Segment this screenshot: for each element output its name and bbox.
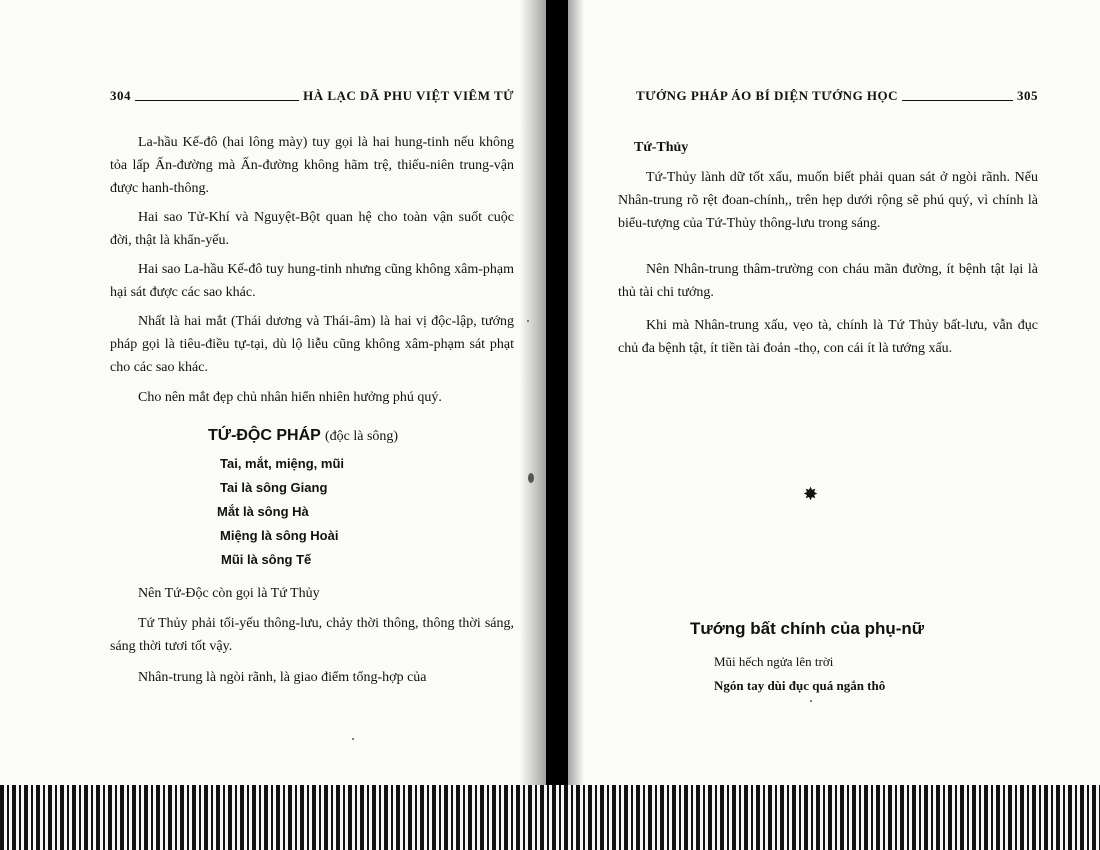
right-paragraph-3: Khi mà Nhân-trung xấu, vẹo tà, chính là Tứ Thủy bất-lưu, vẫn đục chủ đa bệnh tật, ít tiền tài đoản -thọ, con cái ít là tướng xấu.	[618, 318, 1038, 356]
left-paragraph-7: Tứ Thủy phải tối-yếu thông-lưu, chảy thời thông, thông thời sáng, sáng thời tươi tốt vậy.	[110, 616, 514, 654]
left-page-number: 304	[110, 88, 131, 103]
right-paragraph-1: Tứ-Thủy lành dữ tốt xấu, muốn biết phải quan sát ở ngòi rãnh. Nếu Nhân-trung rõ rệt đoan-chính,, trên hẹp dưới rộng sẽ phú quý, vì chính là biểu-tượng của Tứ-Thủy thông-lưu trong sáng.	[618, 170, 1038, 231]
verse-line-1: Tai, mắt, miệng, mũi	[220, 456, 345, 471]
left-paragraph-4: Nhất là hai mắt (Thái dương và Thái-âm) là hai vị độc-lập, tướng pháp gọi là tiêu-điều tự-tại, dù lộ liễu cũng không xâm-phạm sát phạt cho các sao khác.	[110, 314, 514, 375]
left-running-title: HÀ LẠC DÃ PHU VIỆT VIÊM TỬ	[303, 88, 514, 103]
left-paragraph-2: Hai sao Tử-Khí và Nguyệt-Bột quan hệ cho toàn vận suốt cuộc đời, thật là khẩn-yếu.	[110, 210, 514, 248]
left-paragraph-8: Nhân-trung là ngòi rãnh, là giao điểm tổng-hợp của	[138, 670, 427, 685]
verse-line-5: Mũi là sông Tế	[221, 552, 312, 567]
verse-line-4: Miệng là sông Hoài	[220, 528, 339, 543]
verse-line-2: Tai là sông Giang	[220, 480, 328, 495]
verse-line-3: Mắt là sông Hà	[217, 504, 309, 519]
section-heading-note: (độc là sông)	[325, 429, 399, 444]
gutter-shadow	[520, 0, 546, 785]
scan-speck	[527, 320, 529, 322]
right-section-heading: Tướng bất chính của phụ-nữ	[690, 619, 925, 638]
right-verse-line-1: Mũi hếch ngửa lên trời	[714, 654, 834, 669]
right-subheading: Tứ-Thủy	[634, 140, 689, 155]
star-ornament-icon: ✸	[803, 484, 819, 504]
scanner-edge-strip	[0, 785, 1100, 850]
right-verse-line-2: Ngón tay dùi đục quá ngắn thô	[714, 678, 886, 693]
left-header	[110, 88, 514, 104]
scan-speck	[352, 738, 354, 740]
right-header	[636, 88, 1038, 104]
section-heading-text: TỨ-ĐỘC PHÁP	[208, 427, 321, 444]
right-page	[568, 0, 1100, 785]
header-rule	[902, 100, 1013, 101]
right-page-shadow	[568, 0, 584, 785]
right-paragraph-2: Nên Nhân-trung thâm-trường con cháu mãn đường, ít bệnh tật lại là thủ tài chi tướng.	[618, 262, 1038, 300]
right-page-number: 305	[1017, 88, 1038, 103]
left-paragraph-6: Nên Tứ-Độc còn gọi là Tứ Thủy	[138, 586, 320, 601]
scan-speck	[528, 473, 534, 483]
left-paragraph-1: La-hầu Kế-đô (hai lông mày) tuy gọi là hai hung-tinh nếu không tỏa lấp Ấn-đường mà Ấn-đường không hãm trệ, thiếu-niên trung-vận được hanh-thông.	[110, 135, 514, 196]
left-paragraph-5: Cho nên mắt đẹp chủ nhân hiển nhiên hưởng phú quý.	[138, 390, 442, 405]
header-rule	[135, 100, 299, 101]
scan-speck	[810, 700, 812, 702]
left-paragraph-3: Hai sao La-hầu Kế-đô tuy hung-tinh nhưng cũng không xâm-phạm hại sát được các sao khác.	[110, 262, 514, 300]
left-section-heading	[208, 424, 398, 448]
right-running-title: TƯỚNG PHÁP ÁO BÍ DIỆN TƯỚNG HỌC	[636, 88, 899, 103]
